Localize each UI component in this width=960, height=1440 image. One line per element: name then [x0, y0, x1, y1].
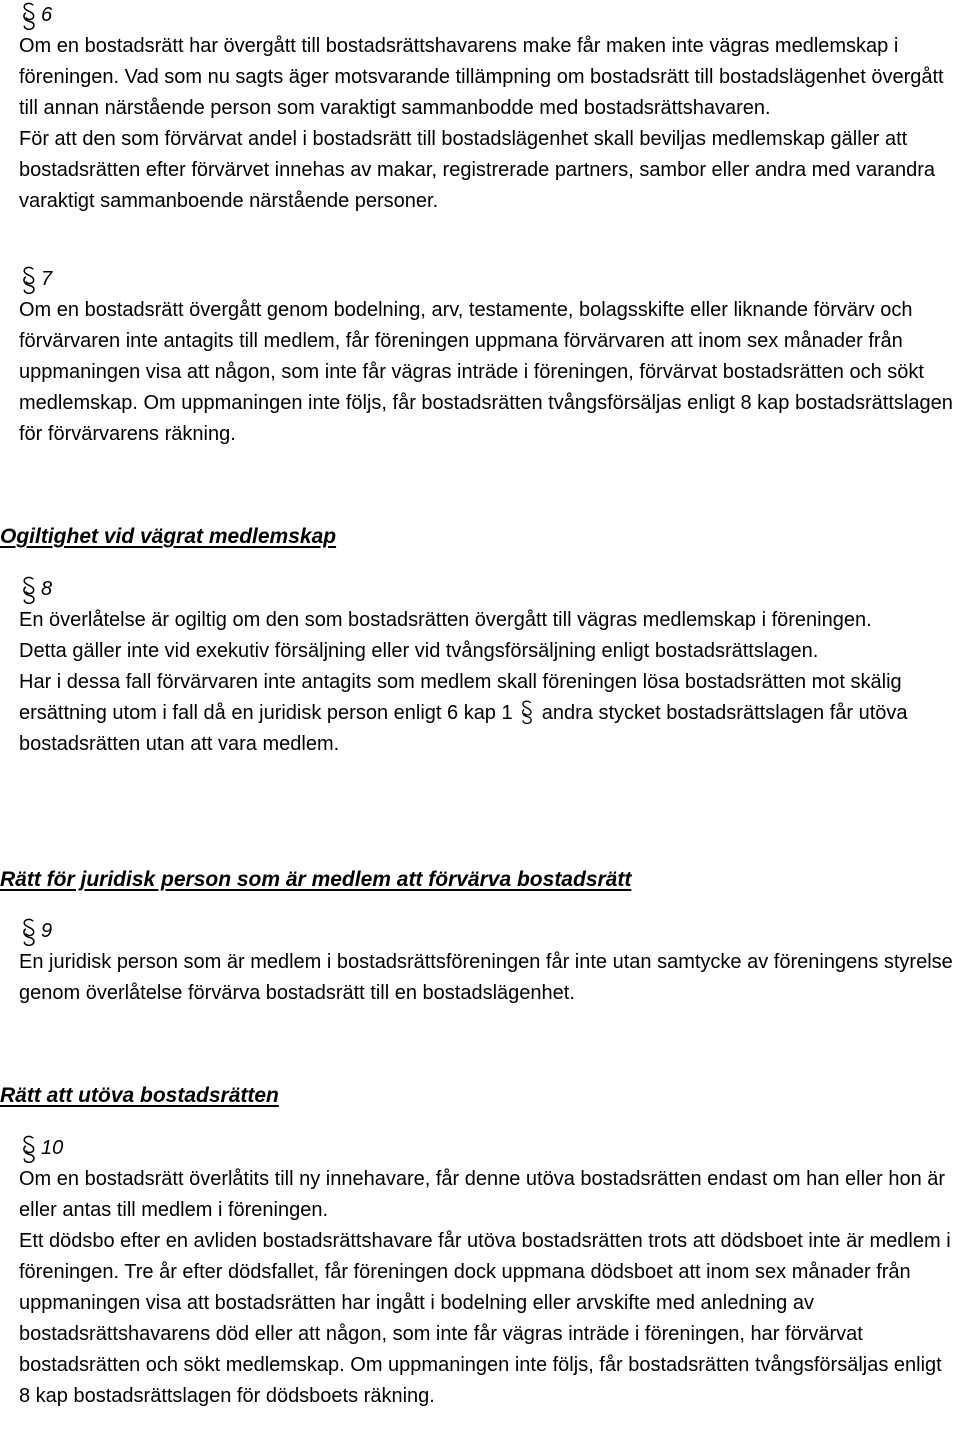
paragraph: En överlåtelse är ogiltig om den som bostadsrätten övergått till vägras medlemskap i föreningen.: [19, 609, 872, 631]
section-sign-icon: [19, 266, 39, 294]
section-number-8: 8: [19, 574, 955, 605]
paragraph: Ett dödsbo efter en avliden bostadsrättshavare får utöva bostadsrätten trots att dödsboet inte är medlem i föreningen. Tre år efter dödsfallet, får föreningen dock uppmana dödsboet att inom sex månader från uppmaningen visa att bostadsrätten har ingått i bodelning eller arvskifte med anledning av bostadsrättshavarens död eller att någon, som inte får vägras inträde i föreningen, har förvärvat bostadsrätten och sökt medlemskap. Om uppmaningen inte följs, får bostadsrätten tvångsförsäljas enligt 8 kap bostadsrättslagen för dödsboets räkning.: [19, 1230, 951, 1407]
section-8: [19, 574, 955, 760]
section-number-6: 6: [19, 0, 955, 31]
heading-utova-bostadsratten: Rätt att utöva bostadsrätten: [0, 1084, 279, 1107]
section-6: [19, 0, 955, 217]
paragraph: Om en bostadsrätt övergått genom bodelning, arv, testamente, bolagsskifte eller liknande förvärv och förvärvaren inte antagits till medlem, får föreningen uppmana förvärvaren att inom sex månader från uppmaningen visa att någon, som inte får vägras inträde i föreningen, förvärvat bostadsrätten och sökt medlemskap. Om uppmaningen inte följs, får bostadsrätten tvångsförsäljas enligt 8 kap bostadsrättslagen för förvärvarens räkning.: [19, 299, 953, 445]
section-7: [19, 264, 955, 450]
paragraph: Detta gäller inte vid exekutiv försäljning eller vid tvångsförsäljning enligt bostadsrättslagen.: [19, 640, 819, 662]
paragraph: Har i dessa fall förvärvaren inte antagits som medlem skall föreningen lösa bostadsrätten mot skälig ersättning utom i fall då en juridisk person enligt 6 kap 1 andra stycket bostadsrättslagen får utöva bostadsrätten utan att vara medlem.: [19, 671, 908, 755]
section-sign-icon: [19, 918, 39, 946]
paragraph: Om en bostadsrätt överlåtits till ny innehavare, får denne utöva bostadsrätten endast om han eller hon är eller antas till medlem i föreningen.: [19, 1168, 946, 1221]
heading-juridisk-person: Rätt för juridisk person som är medlem att förvärva bostadsrätt: [0, 868, 632, 891]
section-10: [19, 1133, 955, 1412]
section-sign-icon: [519, 700, 535, 724]
section-number-10: 10: [19, 1133, 955, 1164]
section-sign-icon: [19, 576, 39, 604]
section-9: [19, 916, 955, 1009]
heading-ogiltighet: Ogiltighet vid vägrat medlemskap: [0, 525, 337, 548]
section-sign-icon: [19, 1135, 39, 1163]
paragraph: För att den som förvärvat andel i bostadsrätt till bostadslägenhet skall beviljas medlemskap gäller att bostadsrätten efter förvärvet innehas av makar, registrerade partners, sambor eller andra med varandra varaktigt sammanboende närstående personer.: [19, 128, 936, 212]
paragraph: Om en bostadsrätt har övergått till bostadsrättshavarens make får maken inte vägras medlemskap i föreningen. Vad som nu sagts äger motsvarande tillämpning om bostadsrätt till bostadslägenhet övergått till annan närstående person som varaktigt sammanbodde med bostadsrättshavaren.: [19, 35, 944, 119]
section-number-7: 7: [19, 264, 955, 295]
paragraph: En juridisk person som är medlem i bostadsrättsföreningen får inte utan samtycke av föreningens styrelse genom överlåtelse förvärva bostadsrätt till en bostadslägenhet.: [19, 951, 953, 1004]
section-number-9: 9: [19, 916, 955, 947]
section-sign-icon: [19, 2, 39, 30]
